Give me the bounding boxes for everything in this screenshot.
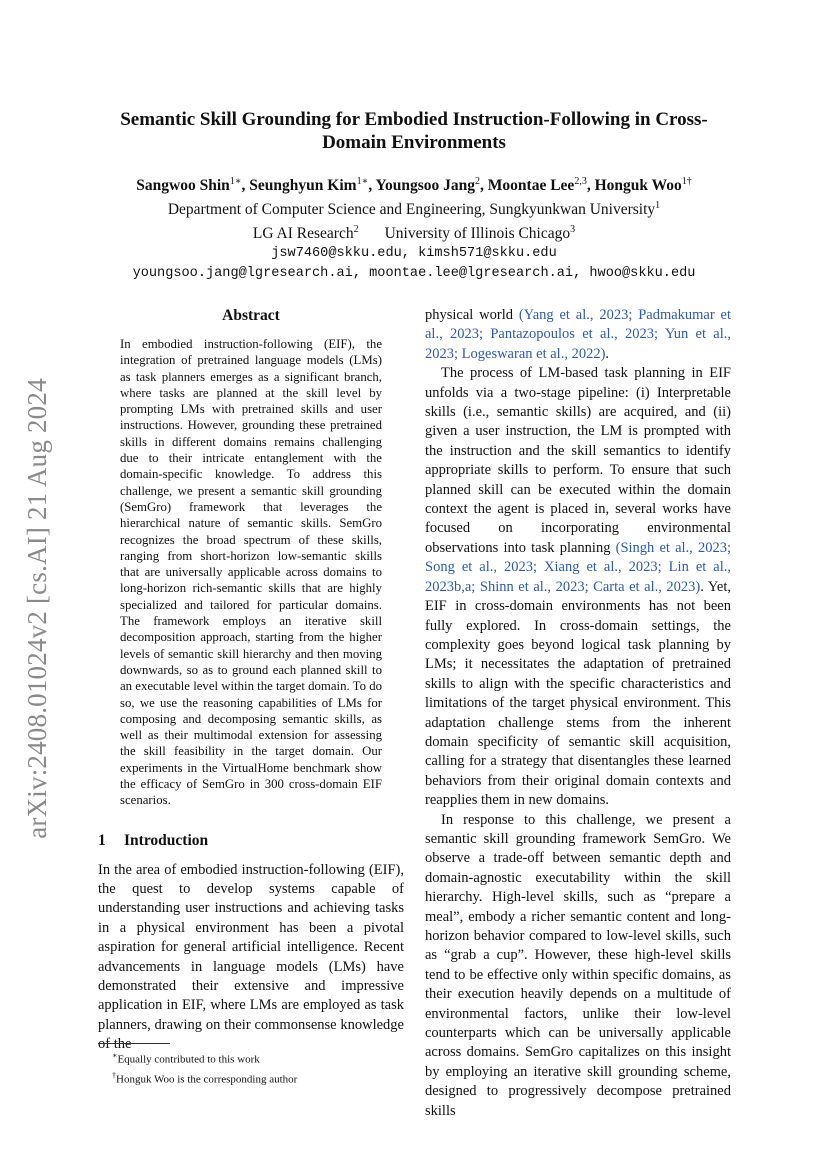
section-number: 1 bbox=[98, 831, 106, 849]
author-affiliation-mark: 2 bbox=[475, 176, 481, 187]
affiliation-line-2: LG AI Research$^2$ University of Illinois Chicago$^3$ bbox=[252, 224, 576, 243]
author-affiliation-mark: 1∗ bbox=[356, 176, 369, 187]
intro-paragraph: In response to this challenge, we present a semantic skill grounding framework SemGro. We observe a trade-off between semantic depth and domain-agnostic executability within the skill hierarchy. High-level skills, such as “prepare a meal”, embody a richer semantic content and long-horizon behavior compared to low-level skills, such as “grab a cup”. However, these high-level skills tend to be effective only within specific domains, as their execution heavily depends on a multitude of environmental factors, unlike their low-level counterparts which can be universally applicable across domains. SemGro capitalizes on this insight by employing an iterative skill grounding scheme, designed to progressively decompose pretrained skills bbox=[425, 811, 731, 1119]
left-column bbox=[98, 306, 404, 1055]
paper-title: Semantic Skill Grounding for Embodied Instruction-Following in Cross-Domain Environments bbox=[120, 109, 708, 153]
section-heading bbox=[98, 831, 404, 851]
footnote-divider bbox=[98, 1043, 170, 1044]
author-name: Youngsoo Jang bbox=[375, 177, 476, 195]
intro-paragraph: The process of LM-based task planning in EIF unfolds via a two-stage pipeline: (i) Interpretable skills (i.e., semantic skills) are acquired, and (ii) given a user instruction, the LM is prompted with the instruction and the skill semantics to identify appropriate skills to perform. To ensure that such planned skill can be executed within the domain context the agent is placed in, several works have focused on incorporating environmental observations into task planning (Singh et al., 2023; Song et al., 2023; Xiang et al., 2023; Lin et al., 2023b,a; Shinn et al., 2023; Carta et al., 2023). Yet, EIF in cross-domain environments has not been fully explored. In cross-domain settings, the complexity goes beyond logical task planning by LMs; it necessitates the adaptation of pretrained skills to align with the specific characteristics and limitations of the target physical environment. This adaptation challenge stems from the inherent domain specificity of semantic skill acquisition, calling for a strategy that disentangles these learned behaviors from their original domain contexts and reapplies them in new domains. bbox=[425, 365, 732, 809]
intro-paragraph: physical world (Yang et al., 2023; Padmakumar et al., 2023; Pantazopoulos et al., 2023; Yun et al., 2023; Logeswaran et al., 2022). bbox=[425, 307, 732, 362]
author-name: Seunghyun Kim bbox=[249, 177, 357, 195]
author-block bbox=[80, 172, 748, 284]
author-affiliation-mark: 2,3 bbox=[574, 176, 587, 187]
footnotes bbox=[98, 1048, 404, 1087]
footnote: ∗Equally contributed to this work bbox=[112, 1051, 260, 1066]
right-column bbox=[425, 306, 731, 1121]
intro-paragraph: In the area of embodied instruction-following (EIF), the quest to develop systems capable of understanding user instructions and achieving tasks in a physical environment has been a pivotal aspiration for general artificial intelligence. Recent advancements in language models (LMs) have demonstrated their extensive and impressive application in EIF, where LMs are employed as task planners, drawing on their commonsense knowledge of the bbox=[98, 861, 404, 1053]
arxiv-identifier-stamp: arXiv:2408.01024v2 [cs.AI] 21 Aug 2024 bbox=[21, 377, 52, 839]
footnote: †Honguk Woo is the corresponding author bbox=[112, 1070, 298, 1086]
author-affiliation-mark: 1∗ bbox=[229, 176, 242, 187]
author-name: Moontae Lee bbox=[487, 177, 575, 195]
email-line-2[interactable]: youngsoo.jang@lgresearch.ai, moontae.lee@lgresearch.ai, hwoo@skku.edu bbox=[132, 266, 696, 282]
affiliation-line-1: Department of Computer Science and Engineering, Sungkyunkwan University$^1$ bbox=[167, 200, 661, 219]
abstract-heading: Abstract bbox=[222, 307, 280, 324]
author-affiliation-mark: 1† bbox=[681, 176, 692, 187]
author-name: Honguk Woo bbox=[594, 177, 682, 195]
author-names: Sangwoo Shin$^{1∗}$, Seunghyun Kim$^{1∗}$, Youngsoo Jang$^2$, Moontae Lee$^{2,3}$, Honguk Woo$^{1\dagger}$ bbox=[136, 176, 692, 195]
email-line-1[interactable]: jsw7460@skku.edu, kimsh571@skku.edu bbox=[271, 246, 557, 262]
author-name: Sangwoo Shin bbox=[136, 177, 230, 195]
abstract-text: In embodied instruction-following (EIF), the integration of pretrained language models (LMs) as task planners emerges as a significant branch, where tasks are planned at the skill level by prompting LMs with pretrained skills and user instructions. However, grounding these pretrained skills in different domains remains challenging due to their intricate entanglement with the domain-specific knowledge. To address this challenge, we present a semantic skill grounding (SemGro) framework that leverages the hierarchical nature of semantic skills. SemGro recognizes the broad spectrum of these skills, ranging from short-horizon low-semantic skills that are universally applicable across domains to long-horizon rich-semantic skills that are highly specialized and tailored for particular domains. The framework employs an iterative skill decomposition approach, starting from the higher levels of semantic skill hierarchy and then moving downwards, so as to ground each planned skill to an executable level within the target domain. To do so, we use the reasoning capabilities of LMs for composing and decomposing semantic skills, as well as their multimodal extension for assessing the skill feasibility in the target domain. Our experiments in the VirtualHome benchmark show the efficacy of SemGro in 300 cross-domain EIF scenarios. bbox=[120, 337, 382, 808]
section-title: Introduction bbox=[124, 831, 209, 849]
citation-link[interactable]: (Yang et al., 2023; Padmakumar et al., 2023; Pantazopoulos et al., 2023; Yun et al., 2023; Logeswaran et al., 2022) bbox=[425, 307, 732, 362]
citation-link[interactable]: (Singh et al., 2023; Song et al., 2023; Xiang et al., 2023; Lin et al., 2023b,a; Shinn et al., 2023; Carta et al., 2023) bbox=[425, 539, 731, 595]
